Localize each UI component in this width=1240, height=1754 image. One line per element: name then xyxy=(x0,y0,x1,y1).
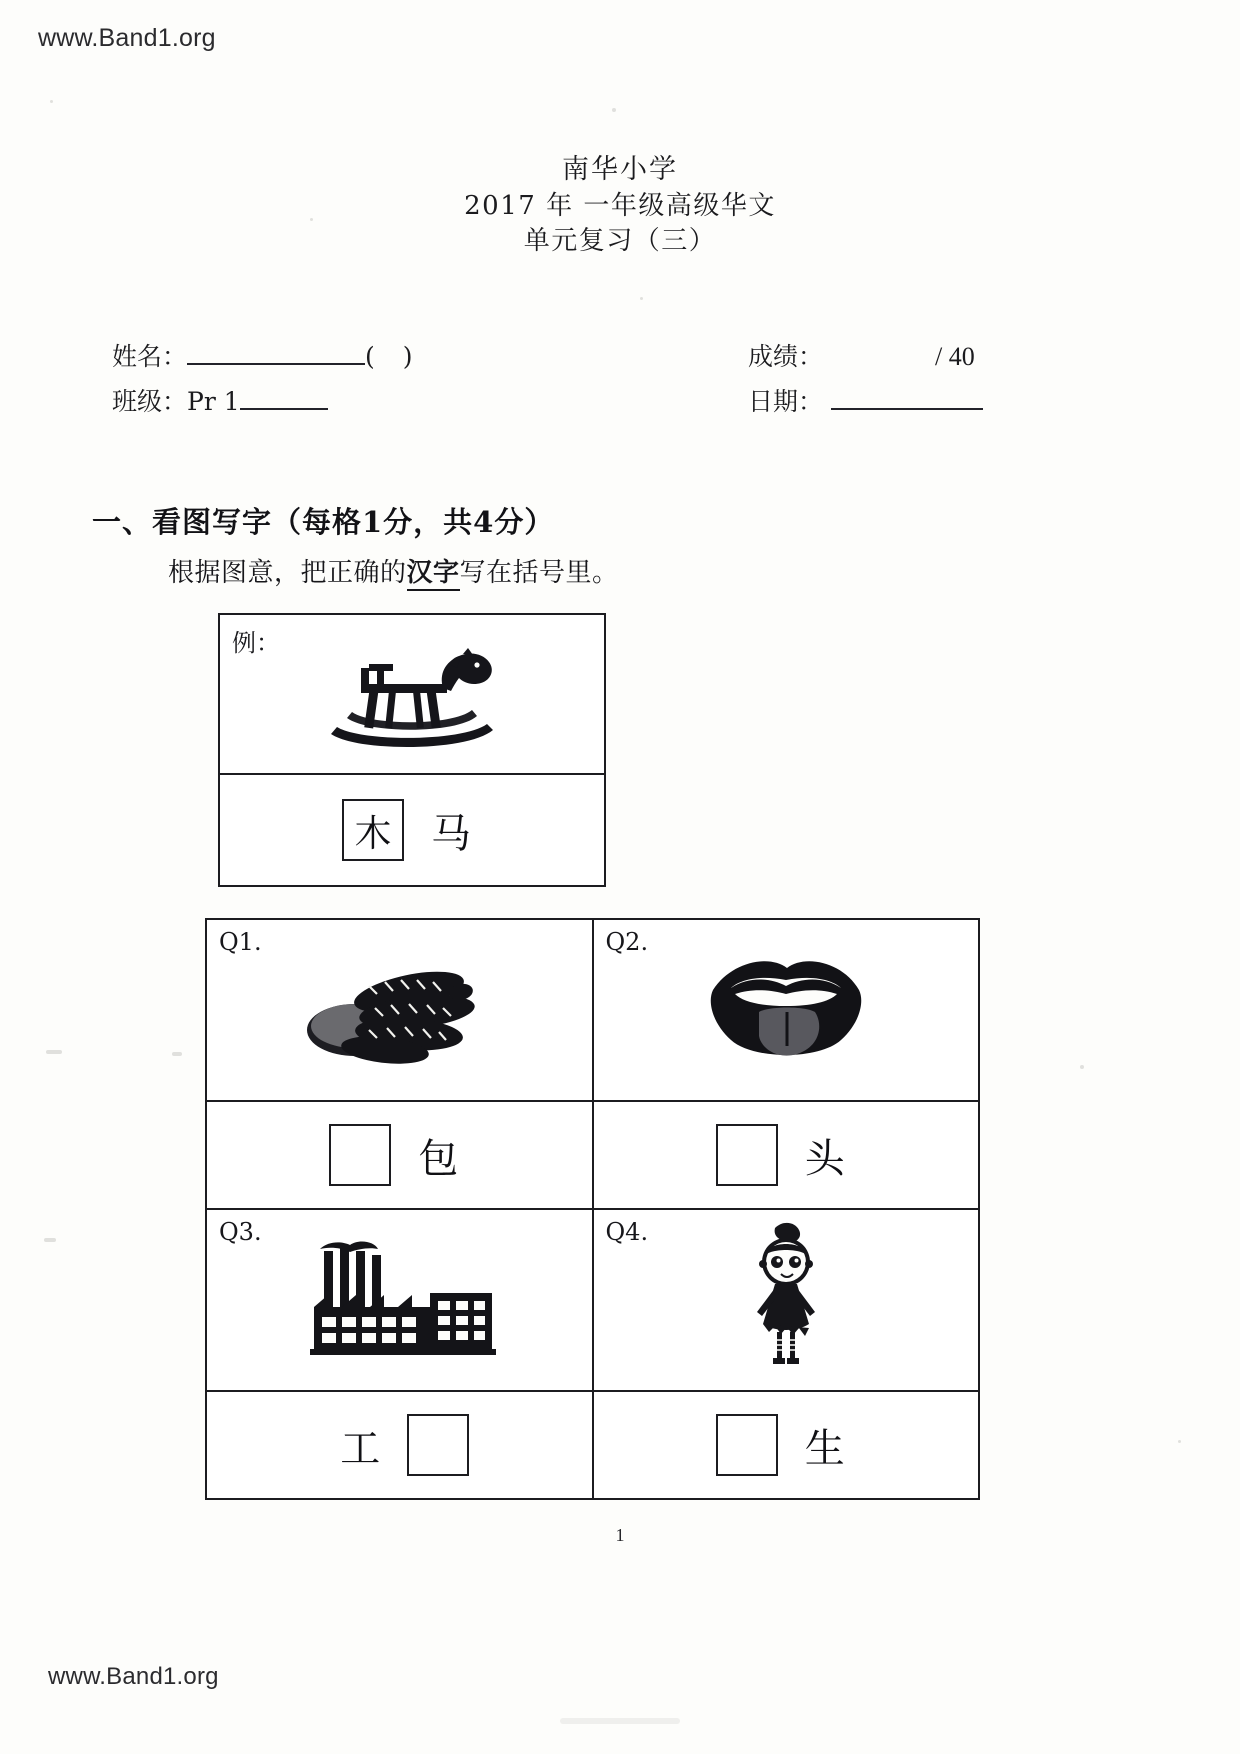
name-label: 姓名： xyxy=(112,342,188,371)
q3-answer-strip xyxy=(207,1392,592,1498)
name-paren-close: ) xyxy=(402,342,413,371)
q4-answer-cell xyxy=(593,1391,980,1499)
q3-tag: Q3. xyxy=(219,1218,262,1246)
date-label: 日期： xyxy=(748,387,824,416)
q3-picture-cell xyxy=(206,1209,593,1391)
example-tag: 例： xyxy=(232,629,280,657)
q4-answer-strip xyxy=(594,1392,979,1498)
scan-speck xyxy=(640,297,643,300)
q1-answer-cell xyxy=(206,1101,593,1209)
girl-student-icon xyxy=(731,1220,841,1380)
page-number: 1 xyxy=(615,1525,625,1545)
q1-answer-box[interactable] xyxy=(329,1124,391,1186)
section-1-heading: 一、看图写字（每格1分，共4分） xyxy=(92,505,555,539)
scan-speck xyxy=(50,100,53,103)
name-paren-open: ( xyxy=(365,342,375,371)
class-field-row xyxy=(112,382,328,418)
factory-icon xyxy=(284,1235,514,1365)
mouth-tongue-icon xyxy=(701,950,871,1070)
school-name: 南华小学 xyxy=(562,154,678,185)
scan-speck xyxy=(1178,1440,1181,1443)
name-field-row xyxy=(112,337,412,373)
example-table xyxy=(218,613,606,887)
section-1-instruction xyxy=(168,552,619,589)
example-answer-strip xyxy=(220,775,604,885)
q1-picture-cell xyxy=(206,919,593,1101)
q4-tag: Q4. xyxy=(605,1218,649,1246)
q1-given-char: 包 xyxy=(418,1135,459,1182)
name-input-blank[interactable] xyxy=(187,343,365,365)
example-picture-cell xyxy=(219,614,605,774)
date-input-blank[interactable] xyxy=(831,388,983,410)
example-answer-box[interactable]: 木 xyxy=(342,799,404,861)
q4-given-char: 生 xyxy=(804,1425,845,1472)
paper-title: 2017 年 一年级高级华文 xyxy=(464,190,776,221)
q2-answer-cell xyxy=(593,1101,980,1209)
q1-answer-strip xyxy=(207,1102,592,1208)
q3-given-char: 工 xyxy=(340,1425,381,1472)
q4-answer-box[interactable] xyxy=(716,1414,778,1476)
q2-answer-box[interactable] xyxy=(716,1124,778,1186)
scan-speck xyxy=(1080,1065,1084,1069)
document-title-block xyxy=(0,152,1240,259)
scan-speck xyxy=(46,1050,62,1054)
q3-answer-cell xyxy=(206,1391,593,1499)
q1-tag: Q1. xyxy=(219,928,262,956)
q4-picture-cell xyxy=(593,1209,980,1391)
q2-picture-cell xyxy=(593,919,980,1101)
score-label: 成绩： xyxy=(748,342,824,371)
scan-speck xyxy=(612,108,616,112)
score-total: / 40 xyxy=(935,342,975,371)
watermark-top: www.Band1.org xyxy=(38,24,216,52)
bread-loaves-icon xyxy=(289,950,509,1070)
scan-speck xyxy=(560,1718,680,1724)
class-prefix: Pr 1 xyxy=(187,387,240,416)
class-input-blank[interactable] xyxy=(240,388,328,410)
q3-answer-box[interactable] xyxy=(407,1414,469,1476)
example-answer-cell xyxy=(219,774,605,886)
q2-answer-strip xyxy=(594,1102,979,1208)
date-field-row xyxy=(748,382,983,418)
rocking-horse-icon xyxy=(317,648,507,758)
scan-speck xyxy=(44,1238,56,1242)
score-field-row xyxy=(748,337,975,373)
q2-given-char: 头 xyxy=(804,1135,845,1182)
paper-subtitle: 单元复习（三） xyxy=(523,226,717,257)
question-grid xyxy=(205,918,980,1500)
scan-speck xyxy=(172,1052,182,1056)
example-given-char: 马 xyxy=(431,810,471,857)
instruction-emphasis: 汉字 xyxy=(407,558,460,591)
instruction-part-2: 写在括号里。 xyxy=(459,558,619,588)
q2-tag: Q2. xyxy=(605,928,649,956)
instruction-part-1: 根据图意，把正确的 xyxy=(168,558,407,588)
class-label: 班级： xyxy=(112,387,188,416)
watermark-bottom: www.Band1.org xyxy=(48,1663,219,1690)
